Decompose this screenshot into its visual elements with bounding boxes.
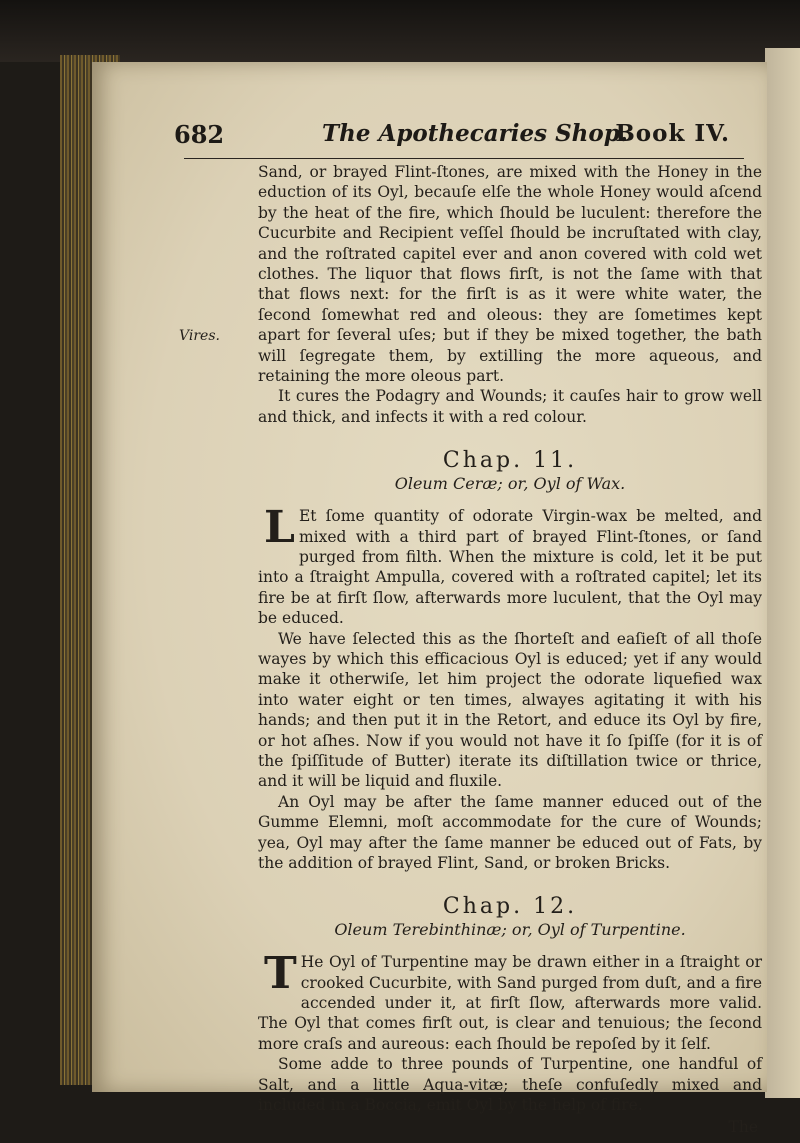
book-page — [92, 62, 767, 1137]
facing-page-edge — [765, 48, 800, 1098]
book-number: Book IV. — [615, 120, 730, 147]
paragraph: An Oyl may be after the ſame manner educed out of the Gumme Elemni, moſt accommodate for the cure of Wounds; yea, Oyl may after the ſame manner be educed out of Fats, by the addition of brayed Flint, Sand, or broken Bricks. — [258, 792, 762, 872]
running-header — [174, 114, 754, 154]
paragraph: It cures the Podagry and Wounds; it cauſes hair to grow well and thick, and infects it with a red colour. — [258, 387, 762, 426]
page-number: 682 — [174, 120, 225, 149]
paragraph: We have ſelected this as the ſhorteſt and eaſieſt of all thoſe wayes by which this efficacious Oyl is educed; yet if any would make it otherwiſe, let him project the odorate liquefied wax into water eight or ten times, alwayes agitating it with his hands; and then put it in the Retort, and educe its Oyl by fire, or hot aſhes. Now if you would not have it ſo ſpiſſe (for it is of the ſpiſſitude of Butter) iterate its diſtillation twice or thrice, and it will be liquid and fluxile. — [258, 629, 762, 791]
chapter-subtitle: Oleum Terebinthinæ; or, Oyl of Turpentine. — [334, 919, 686, 939]
drop-cap: L — [264, 502, 295, 554]
body-text — [258, 162, 762, 1138]
paragraph — [258, 502, 762, 628]
running-title: The Apothecaries Shop. — [322, 120, 628, 147]
margin-note: Vires. — [179, 328, 220, 344]
paragraph: Some adde to three pounds of Turpentine, one handful of Salt, and a little Aqua-vitæ; theſe confuſedly mixed and included in a Boccia, emit Oyl by the help of fire. — [258, 1055, 762, 1115]
paragraph-text: He Oyl of Turpentine may be drawn either in a ſtraight or crooked Cucurbite, with Sand purged from duſt, and a fire accended under it, at firſt ſlow, afterwards more valid. The Oyl that comes firſt out, is clear and tenuious; the ſecond more craſs and aureous: each ſhould be repoſed by it ſelf. — [258, 953, 762, 1053]
paragraph: Sand, or brayed Flint-ſtones, are mixed with the Honey in the eduction of its Oyl, becauſe elſe the whole Honey would aſcend by the heat of the fire, which ſhould be luculent: therefore the Cucurbite and Recipient veſſel ſhould be incruſtated with clay, and the roſtrated capitel ever and anon covered with cold wet clothes. The liquor that flows firſt, is not the ſame with that that flows next: for the firſt is as it were white water, the ſecond ſomewhat red and oleous: they are ſometimes kept apart for ſeveral uſes; but if they be mixed together, the bath will ſegregate them, by extilling the more aqueous, and retaining the more oleous part. — [258, 163, 762, 386]
paragraph — [258, 948, 762, 1054]
paragraph-text: Et ſome quantity of odorate Virgin-wax be melted, and mixed with a third part of brayed Flint-ſtones, or ſand purged from filth. When the mixture is cold, let it be put into a ſtraight Ampulla, covered with a roſtrated capitel; let its fire be at firſt ſlow, afterwards more luculent, that the Oyl may be educed. — [258, 507, 762, 628]
drop-cap: T — [264, 948, 297, 1000]
header-rule — [184, 158, 744, 159]
chapter-subtitle: Oleum Ceræ; or, Oyl of Wax. — [394, 473, 626, 493]
chapter-heading: Chap. 11. — [442, 448, 578, 474]
catchword: The — [728, 1118, 758, 1137]
chapter-heading: Chap. 12. — [442, 894, 578, 920]
scan-background — [0, 0, 800, 62]
